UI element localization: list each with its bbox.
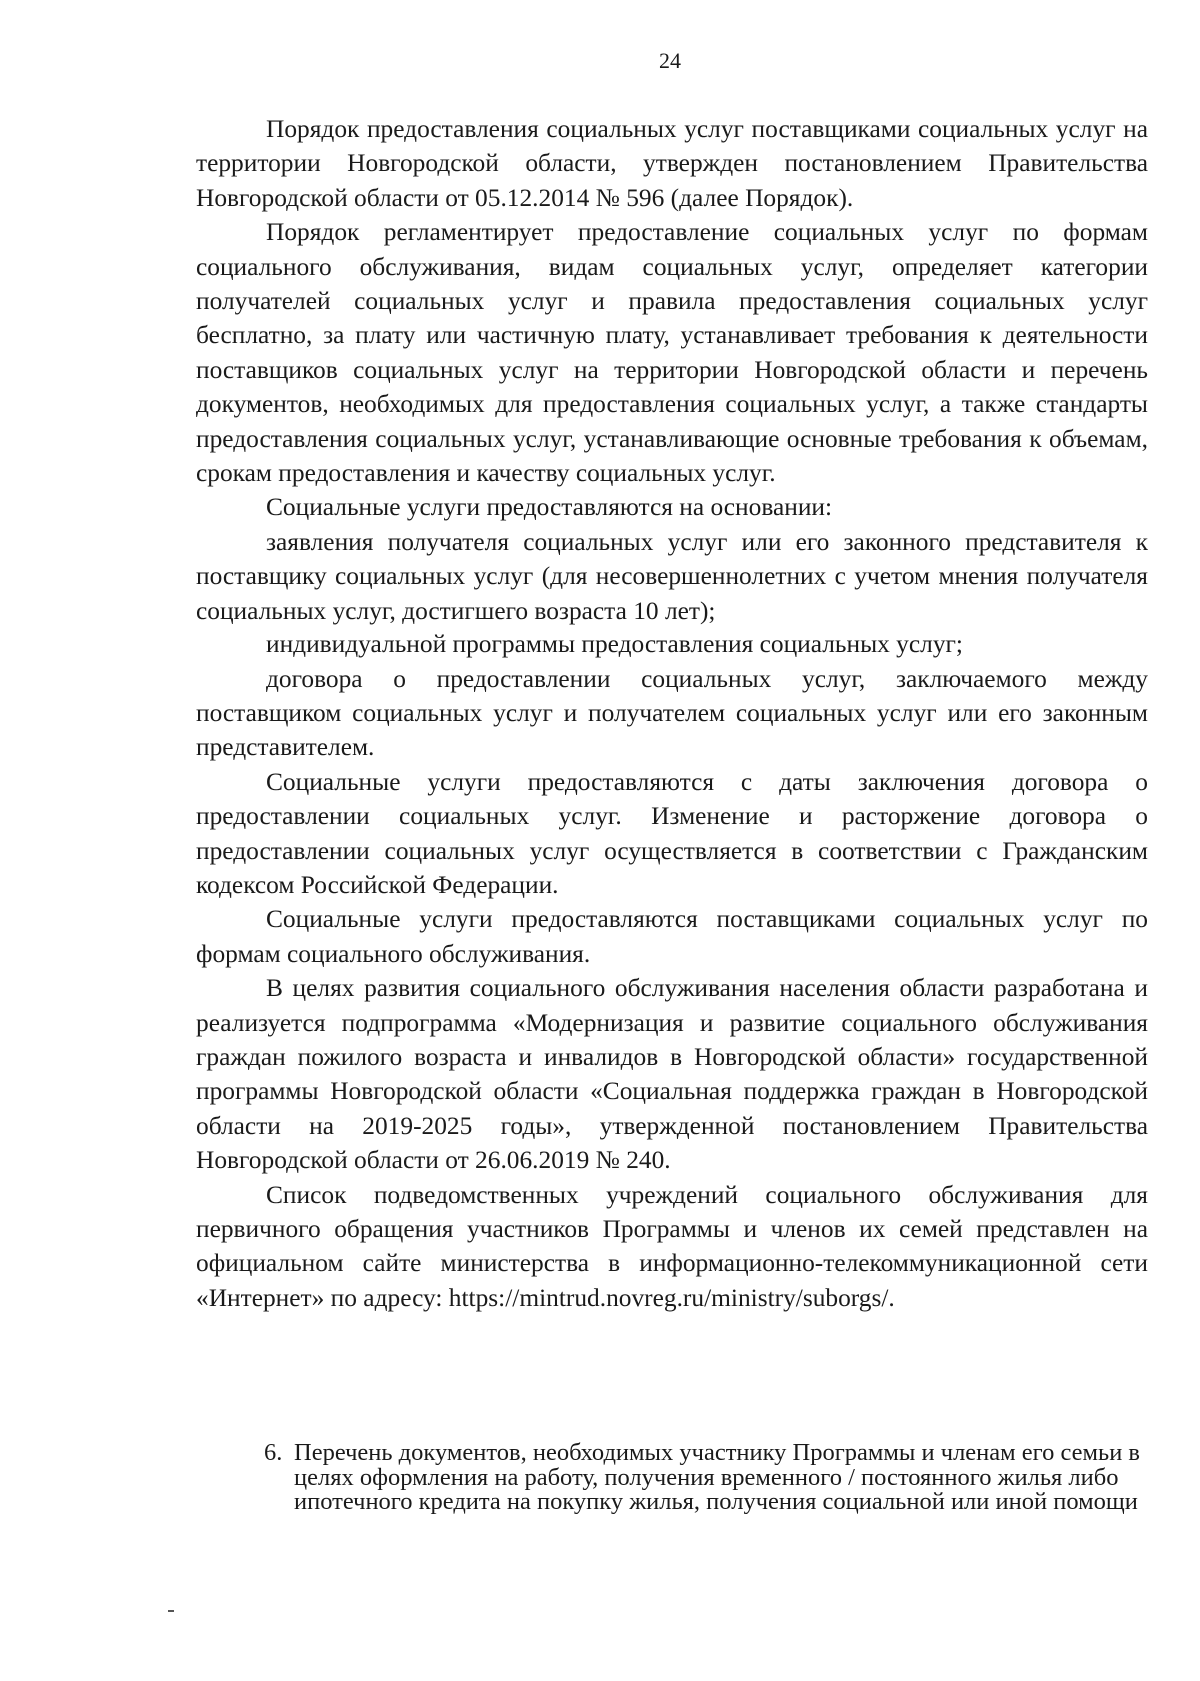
paragraph-procedure: Порядок предоставления социальных услуг поставщиками социальных услуг на территории Новгородской области, утвержден постановлением Правительства Новгородской области от 05.12.2014 № 596 (далее Порядок).: [196, 115, 1148, 212]
paragraph-subprogram: В целях развития социального обслуживания населения области разработана и реализуется подпрограмма «Модернизация и развитие социального обслуживания граждан пожилого возраста и инвалидов в Новгородской области» государственной программы Новгородской области «Социальная поддержка граждан в Новгородской области на 2019-2025 годы», утвержденной постановлением Правительства Новгородской области от 26.06.2019 № 240.: [196, 974, 1148, 1175]
paragraph-basis: Социальные услуги предоставляются на основании:: [266, 493, 833, 522]
document-body: [196, 112, 1148, 1315]
paragraph-individual-program: индивидуальной программы предоставления социальных услуг;: [266, 630, 963, 659]
section-number: 6.: [264, 1439, 283, 1466]
page-number: 24: [659, 48, 681, 73]
section-heading: [264, 1441, 1144, 1515]
paragraph-contract-date: Социальные услуги предоставляются с даты заключения договора о предоставлении социальных услуг. Изменение и расторжение договора о предоставлении социальных услуг осуществляется в соответствии с Гражданским кодексом Российской Федерации.: [196, 767, 1148, 899]
section-title: Перечень документов, необходимых участнику Программы и членам его семьи в целях оформления на работу, получения временного / постоянного жилья либо ипотечного кредита на покупку жилья, получения социальной или иной помощи: [294, 1439, 1141, 1515]
paragraph-contract: договора о предоставлении социальных услуг, заключаемого между поставщиком социальных услуг и получателем социальных услуг или его законным представителем.: [196, 664, 1148, 762]
paragraph-service-forms: Социальные услуги предоставляются поставщиками социальных услуг по формам социального обслуживания.: [196, 905, 1148, 968]
paragraph-regulation: Порядок регламентирует предоставление социальных услуг по формам социального обслуживания, видам социальных услуг, определяет категории получателей социальных услуг и правила предоставления социальных услуг бесплатно, за плату или частичную плату, устанавливает требования к деятельности поставщиков социальных услуг на территории Новгородской области и перечень документов, необходимых для предоставления социальных услуг, а также стандарты предоставления социальных услуг, устанавливающие основные требования к объемам, срокам предоставления и качеству социальных услуг.: [196, 218, 1148, 488]
scan-artifact: [168, 1610, 174, 1612]
paragraph-application: заявления получателя социальных услуг или его законного представителя к поставщику социальных услуг (для несовершеннолетних с учетом мнения получателя социальных услуг, достигшего возраста 10 лет);: [196, 527, 1148, 625]
paragraph-institutions-list: Список подведомственных учреждений социального обслуживания для первичного обращения участников Программы и членов их семей представлен на официальном сайте министерства в информационно-телекоммуникационной сети «Интернет» по адресу: https://mintrud.novreg.ru/ministry/suborgs/.: [196, 1180, 1148, 1312]
